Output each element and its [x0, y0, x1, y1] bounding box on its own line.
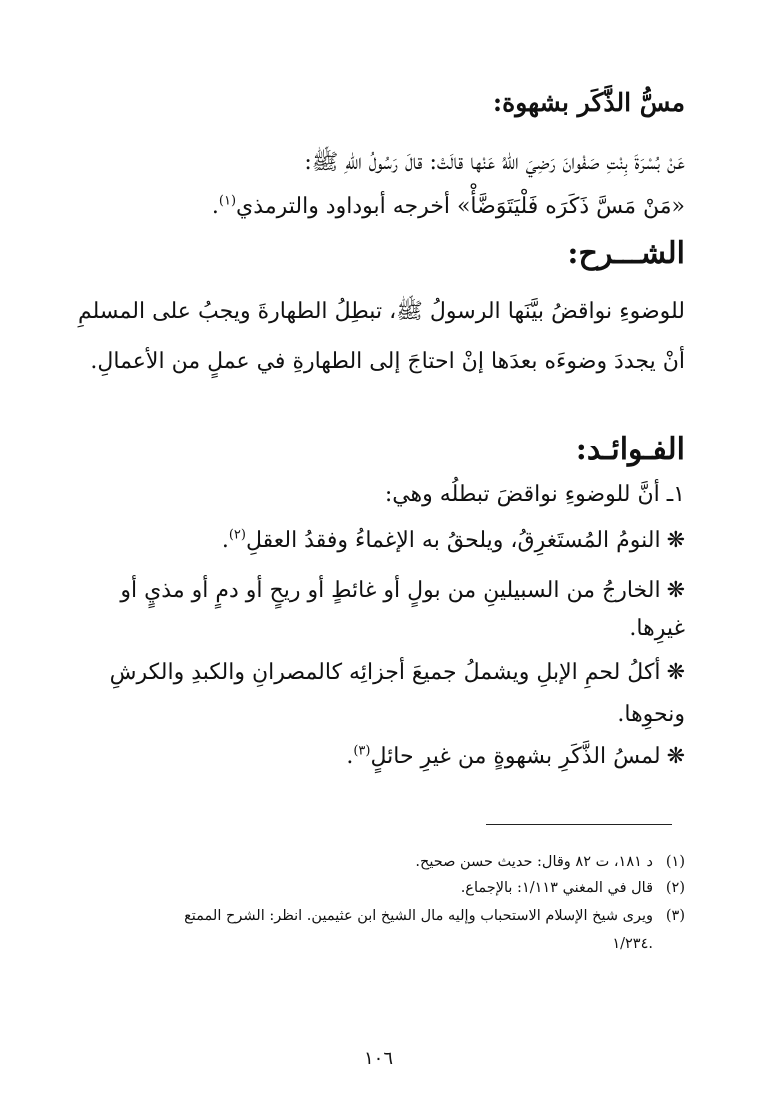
bullet-2-line-2: غيرِها. [629, 616, 685, 641]
sharh-paragraph: للوضوءِ نواقضُ بيَّنَها الرسولُ ﷺ، تبطِلُ الطهارةَ ويجبُ على المسلمِ أنْ يجددَ وضوءَه بعدَها إنْ احتاجَ إلى الطهارةِ في عملٍ من الأعمالِ. [78, 299, 685, 374]
fawaid-heading: الفـوائـد: [575, 432, 685, 467]
bullet-4-end: . [346, 744, 354, 769]
footnote-text: قال في المغني ١/١١٣: بالإجماع. [460, 880, 653, 896]
footnote-divider [486, 824, 672, 825]
sharh-heading: الشـــرح: [567, 236, 685, 271]
bullet-mark: ❋ [666, 744, 685, 769]
footnote-number: (٢) [665, 880, 685, 896]
page-number: ١٠٦ [363, 1048, 393, 1069]
bullet-1-end: . [221, 528, 229, 553]
bullet-3-line-2: ونحوِها. [617, 702, 685, 727]
bullet-mark: ❋ [666, 578, 685, 603]
footnote-number: (١) [665, 854, 685, 870]
hadith-end: . [211, 194, 219, 219]
hadith-text: «مَنْ مَسَّ ذَكَرَه فَلْيَتَوَضَّأْ» أخرجه أبوداود والترمذي [236, 194, 685, 219]
footnote-2 [78, 876, 685, 900]
footnote-3-continuation: ١/٢٣٤. [612, 936, 653, 952]
bullet-3-text: أكلُ لحمِ الإبلِ ويشملُ جميعَ أجزائِه كالمصرانِ والكبدِ والكرشِ [109, 660, 661, 685]
bullet-mark: ❋ [666, 660, 685, 685]
section-title: مسُّ الذَّكَر بشهوة: [492, 88, 685, 117]
fawaid-item-1: ١ـ أنَّ للوضوءِ نواقضَ تبطلُه وهي: [384, 482, 685, 507]
bullet-4 [78, 732, 685, 782]
footnote-ref-3: (٣) [353, 743, 371, 759]
footnote-ref-1: (١) [218, 193, 237, 209]
bullet-1-text: النومُ المُستَغرِقُ، ويلحقُ به الإغماءُ وفقدُ العقلِ [245, 528, 661, 553]
hadith-line-2 [78, 182, 685, 232]
footnote-text: ويرى شيخ الإسلام الاستحباب وإليه مال الشيخ ابن عثيمين. انظر: الشرح الممتع [184, 908, 653, 924]
footnote-ref-2: (٢) [228, 527, 246, 543]
bullet-2-text: الخارجُ من السبيلينِ من بولٍ أو غائطٍ أو ريحٍ أو دمٍ أو مذيٍ أو [120, 578, 661, 603]
footnote-text: د ١٨١، ت ٨٢ وقال: حديث حسن صحيح. [415, 854, 653, 870]
footnote-number: (٣) [665, 908, 685, 924]
bullet-1 [78, 516, 685, 566]
hadith-line-1: عَنْ بُسْرَةَ بِنْتِ صَفْوانَ رَضِيَ اللهُ عَنْها قالَتْ: قالَ رَسُولُ اللهِ ﷺ: [304, 150, 685, 175]
bullet-4-text: لمسُ الذَّكَرِ بشهوةٍ من غيرِ حائلٍ [370, 744, 661, 769]
footnote-3 [78, 904, 685, 928]
bullet-mark: ❋ [666, 528, 685, 553]
footnote-1 [78, 850, 685, 874]
